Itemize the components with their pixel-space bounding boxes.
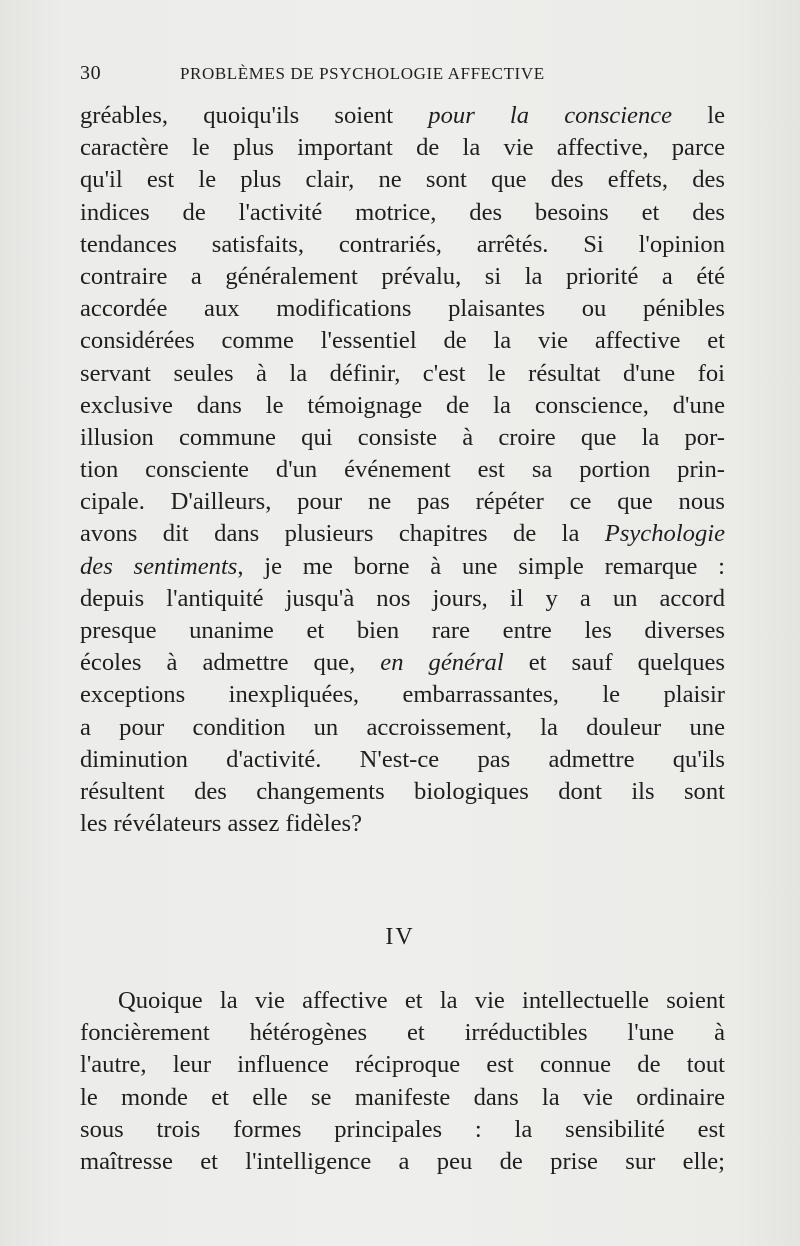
- italic-text: en général: [380, 649, 504, 677]
- text-line: [80, 293, 725, 325]
- text-line: [80, 100, 725, 132]
- text-segment: Quoique la vie affective et la vie intellectuelle soient: [118, 987, 725, 1014]
- text-line: [80, 712, 725, 744]
- text-line: [80, 1082, 725, 1114]
- text-line: [80, 583, 725, 615]
- text-segment: gréables, quoiqu'ils soient: [80, 102, 429, 129]
- text-segment: le: [672, 102, 726, 129]
- italic-text: pour la conscience: [428, 102, 673, 129]
- italic-text: Psychologie: [604, 520, 725, 548]
- text-line: [80, 615, 725, 647]
- text-line: [80, 1017, 725, 1049]
- text-line: [80, 454, 725, 486]
- text-segment: qu'il est le plus clair, ne sont que des effets, des: [80, 166, 725, 194]
- text-line: [80, 776, 725, 808]
- text-segment: exclusive dans le témoignage de la conscience, d'une: [80, 391, 725, 419]
- text-segment: maîtresse et l'intelligence a peu de prise sur elle;: [80, 1147, 725, 1175]
- text-line: [80, 744, 725, 776]
- text-line: [80, 325, 725, 357]
- text-segment: exceptions inexpliquées, embarrassantes, le plaisir: [80, 681, 725, 709]
- text-segment: contraire a généralement prévalu, si la priorité a été: [80, 262, 725, 290]
- text-segment: a pour condition un accroissement, la douleur une: [80, 713, 725, 741]
- text-segment: caractère le plus important de la vie affective, parce: [80, 134, 725, 162]
- text-segment: considérées comme l'essentiel de la vie affective et: [80, 327, 725, 355]
- text-line: [80, 1049, 725, 1081]
- text-line: [80, 261, 725, 293]
- paragraph-continued: [80, 100, 725, 840]
- text-segment: tion consciente d'un événement est sa portion prin-: [80, 456, 725, 484]
- text-line: [80, 1114, 725, 1146]
- text-segment: indices de l'activité motrice, des besoins et des: [80, 198, 725, 226]
- page-number: 30: [80, 62, 102, 84]
- text-segment: diminution d'activité. N'est-ce pas admettre qu'ils: [80, 745, 725, 773]
- text-line: [80, 679, 725, 711]
- text-line: [80, 390, 725, 422]
- text-segment: écoles à admettre que,: [80, 649, 381, 677]
- text-segment: les révélateurs assez fidèles?: [80, 810, 362, 838]
- text-segment: sous trois formes principales : la sensibilité est: [80, 1115, 725, 1143]
- text-line: [80, 486, 725, 518]
- text-line: [80, 551, 725, 583]
- text-line: [80, 422, 725, 454]
- section-heading: IV: [385, 924, 415, 950]
- text-segment: cipale. D'ailleurs, pour ne pas répéter ce que nous: [80, 488, 725, 516]
- text-line: [80, 647, 725, 679]
- text-line: [80, 132, 725, 164]
- text-line: [80, 164, 725, 196]
- text-segment: illusion commune qui consiste à croire que la por-: [80, 423, 725, 451]
- text-segment: servant seules à la définir, c'est le résultat d'une foi: [80, 359, 725, 387]
- text-segment: et sauf quelques: [503, 649, 725, 677]
- paragraph-section-iv: [80, 985, 725, 1178]
- text-segment: presque unanime et bien rare entre les diverses: [80, 617, 725, 644]
- running-title: PROBLÈMES DE PSYCHOLOGIE AFFECTIVE: [180, 64, 545, 83]
- text-segment: depuis l'antiquité jusqu'à nos jours, il y a un accord: [80, 584, 725, 612]
- text-line: [80, 229, 725, 261]
- page-header: [80, 62, 620, 92]
- text-segment: , je me borne à une simple remarque :: [237, 552, 725, 580]
- italic-text: des sentiments: [80, 552, 238, 580]
- text-line: [80, 358, 725, 390]
- text-line: [80, 197, 725, 229]
- text-segment: l'autre, leur influence réciproque est connue de tout: [80, 1051, 725, 1079]
- text-line: [80, 1146, 725, 1178]
- text-segment: foncièrement hétérogènes et irréductibles l'une à: [80, 1019, 725, 1047]
- text-segment: tendances satisfaits, contrariés, arrêtés. Si l'opinion: [80, 230, 725, 258]
- text-line: [80, 518, 725, 550]
- text-line: [80, 808, 725, 840]
- text-segment: accordée aux modifications plaisantes ou pénibles: [80, 295, 725, 323]
- text-line: [80, 985, 725, 1017]
- text-segment: le monde et elle se manifeste dans la vie ordinaire: [80, 1083, 725, 1111]
- text-segment: résultent des changements biologiques dont ils sont: [80, 777, 725, 805]
- text-segment: avons dit dans plusieurs chapitres de la: [80, 520, 605, 548]
